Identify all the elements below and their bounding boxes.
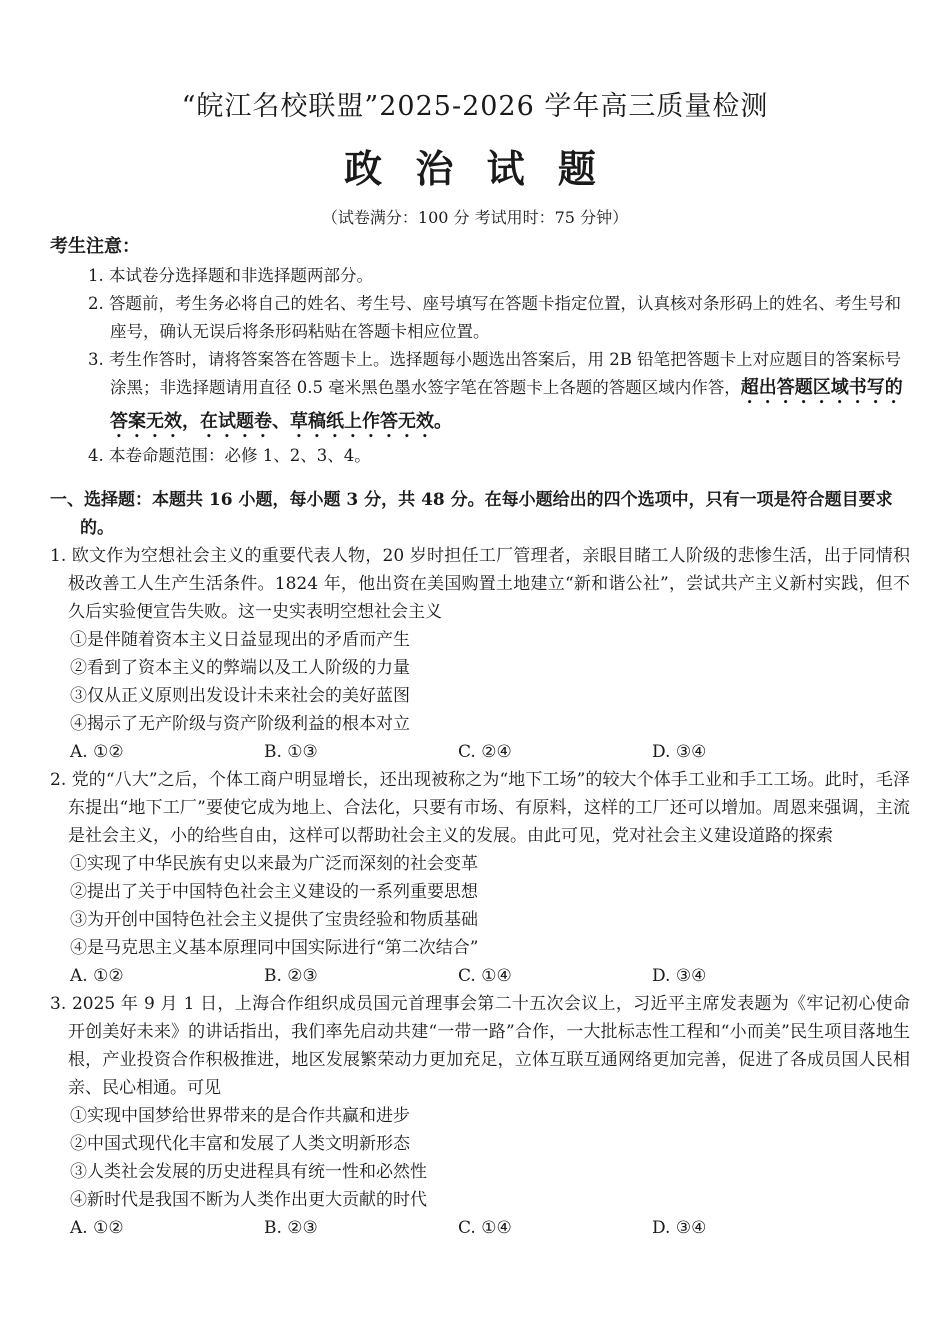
notice-list [88, 262, 903, 470]
choice-d: D. ③④ [652, 966, 707, 986]
exam-meta: （试卷满分：100 分 考试用时：75 分钟） [321, 208, 629, 227]
notice-emphasis: 超出答题区域书写的答案无效，在试题卷、草稿纸上作答无效。 [110, 377, 903, 432]
choice-row [50, 962, 910, 990]
statement: ③人类社会发展的历史进程具有统一性和必然性 [70, 1162, 427, 1182]
statement: ①是伴随着资本主义日益显现出的矛盾而产生 [70, 630, 410, 650]
choice-row [50, 1214, 910, 1242]
question-stem: 1. 欧文作为空想社会主义的重要代表人物，20 岁时担任工厂管理者，亲眼目睹工人阶级的悲惨生活，出于同情积极改善工人生产生活条件。1824 年，他出资在美国购置土地建立“新和谐公社”，尝试共产主义新村实践，但不久后实验便宣告失败。这一史实表明空想社会主义 [50, 546, 910, 622]
choice-b: B. ②③ [264, 966, 318, 986]
choice-b: B. ②③ [264, 1218, 318, 1238]
notice-item: 1. 本试卷分选择题和非选择题两部分。 [88, 266, 373, 285]
notice-item-text: 3. 考生作答时，请将答案答在答题卡上。选择题每小题选出答案后，用 2B 铅笔把答题卡上对应题目的答案标号涂黑；非选择题请用直径 0.5 毫米黑色墨水签字笔在答题卡上各题的答题区域内作答， [88, 350, 902, 397]
exam-header: “皖江名校联盟”2025-2026 学年高三质量检测 [181, 91, 769, 122]
statement: ②中国式现代化丰富和发展了人类文明新形态 [70, 1134, 410, 1154]
statement: ④是马克思主义基本原理同中国实际进行“第二次结合” [70, 938, 479, 958]
statement: ④揭示了无产阶级与资产阶级利益的根本对立 [70, 714, 410, 734]
notice-item: 2. 答题前，考生务必将自己的姓名、考生号、座号填写在答题卡指定位置，认真核对条形码上的姓名、考生号和座号，确认无误后将条形码粘贴在答题卡相应位置。 [88, 294, 901, 341]
question-3 [50, 990, 910, 1242]
choice-row [50, 738, 910, 766]
notice-item [88, 346, 903, 442]
choice-a: A. ①② [70, 966, 124, 986]
choice-d: D. ③④ [652, 1218, 707, 1238]
statement: ②看到了资本主义的弊端以及工人阶级的力量 [70, 658, 410, 678]
statement: ④新时代是我国不断为人类作出更大贡献的时代 [70, 1190, 427, 1210]
section-heading: 一、选择题：本题共 16 小题，每小题 3 分，共 48 分。在每小题给出的四个选项中，只有一项是符合题目要求的。 [50, 490, 893, 538]
question-list [50, 542, 910, 1242]
choice-c: C. ①④ [458, 966, 512, 986]
choice-d: D. ③④ [652, 742, 707, 762]
choice-c: C. ①④ [458, 1218, 512, 1238]
question-2 [50, 766, 910, 990]
question-stem: 2. 党的“八大”之后，个体工商户明显增长，还出现被称之为“地下工场”的较大个体手工业和手工工场。此时，毛泽东提出“地下工厂”要使它成为地上、合法化，只要有市场、有原料，这样的工厂还可以增加。周恩来强调，主流是社会主义，小的给些自由，这样可以帮助社会主义的发展。由此可见，党对社会主义建设道路的探索 [50, 770, 910, 846]
statement: ②提出了关于中国特色社会主义建设的一系列重要思想 [70, 882, 478, 902]
notice-title: 考生注意： [50, 236, 140, 257]
question-stem: 3. 2025 年 9 月 1 日，上海合作组织成员国元首理事会第二十五次会议上，习近平主席发表题为《牢记初心使命开创美好未来》的讲话指出，我们率先启动共建“一带一路”合作，一大批标志性工程和“小而美”民生项目落地生根，产业投资合作积极推进，地区发展繁荣动力更加充足，立体互联互通网络更加完善，促进了各成员国人民相亲、民心相通。可见 [50, 994, 910, 1098]
choice-a: A. ①② [70, 1218, 124, 1238]
notice-item: 4. 本卷命题范围：必修 1、2、3、4。 [88, 446, 371, 465]
choice-b: B. ①③ [264, 742, 318, 762]
statement: ③仅从正义原则出发设计未来社会的美好蓝图 [70, 686, 410, 706]
choice-a: A. ①② [70, 742, 124, 762]
statement: ③为开创中国特色社会主义提供了宝贵经验和物质基础 [70, 910, 478, 930]
question-1 [50, 542, 910, 766]
statement: ①实现中国梦给世界带来的是合作共赢和进步 [70, 1106, 410, 1126]
statement: ①实现了中华民族有史以来最为广泛而深刻的社会变革 [70, 854, 478, 874]
exam-title: 政 治 试 题 [344, 146, 606, 191]
choice-c: C. ②④ [458, 742, 512, 762]
